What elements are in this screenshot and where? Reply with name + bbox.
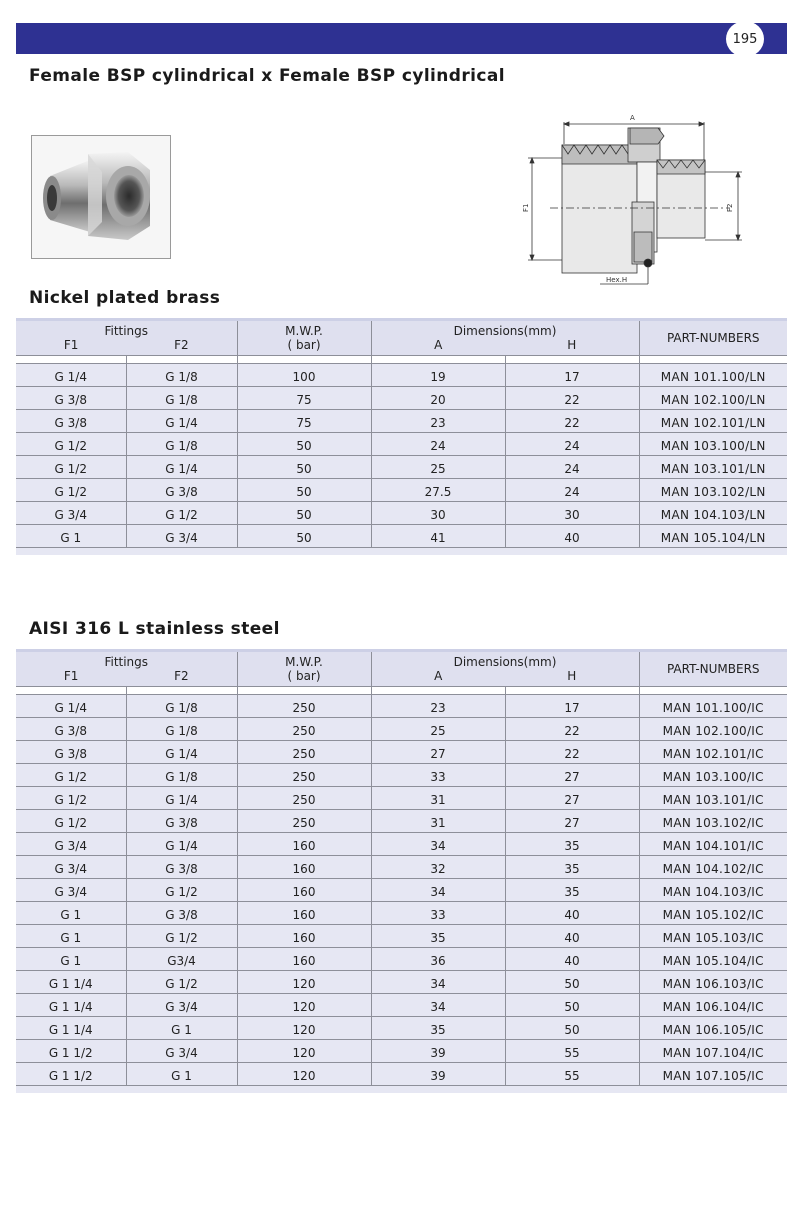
- header-h: H: [567, 338, 577, 352]
- cell-mwp: 250: [237, 810, 371, 833]
- cell-f2: G 1/4: [126, 787, 237, 810]
- header-f1: F1: [63, 669, 79, 683]
- cell-part-number: MAN 101.100/LN: [639, 364, 787, 387]
- cell-h: 24: [505, 456, 639, 479]
- stainless-table: [16, 649, 787, 1093]
- cell-mwp: 160: [237, 879, 371, 902]
- cell-f1: G 1/2: [16, 764, 126, 787]
- cell-f1: G 1/4: [16, 364, 126, 387]
- cell-part-number: MAN 103.101/IC: [639, 787, 787, 810]
- table-row: [16, 994, 787, 1017]
- cell-f2: G 3/8: [126, 810, 237, 833]
- header-h: H: [567, 669, 577, 683]
- cell-f2: G 3/8: [126, 479, 237, 502]
- table-footer: [16, 1086, 787, 1093]
- table-row: [16, 1040, 787, 1063]
- cell-h: 17: [505, 695, 639, 718]
- table-row: [16, 695, 787, 718]
- table-header: [16, 651, 787, 687]
- table-header: [16, 320, 787, 356]
- section-title-stainless: AISI 316 L stainless steel: [29, 619, 280, 639]
- cell-f1: G 3/8: [16, 741, 126, 764]
- table-row: [16, 410, 787, 433]
- cell-part-number: MAN 102.100/IC: [639, 718, 787, 741]
- cell-part-number: MAN 106.104/IC: [639, 994, 787, 1017]
- table-row: [16, 479, 787, 502]
- header-part-numbers: PART-NUMBERS: [639, 651, 787, 687]
- cell-part-number: MAN 104.103/IC: [639, 879, 787, 902]
- cell-f2: G3/4: [126, 948, 237, 971]
- cell-f2: G 3/4: [126, 1040, 237, 1063]
- cell-f1: G 1: [16, 902, 126, 925]
- cell-mwp: 50: [237, 502, 371, 525]
- header-mwp: M.W.P. ( bar): [237, 651, 371, 687]
- cell-part-number: MAN 105.104/IC: [639, 948, 787, 971]
- cell-f2: G 3/4: [126, 525, 237, 548]
- cell-mwp: 75: [237, 387, 371, 410]
- cell-h: 40: [505, 902, 639, 925]
- cell-part-number: MAN 105.103/IC: [639, 925, 787, 948]
- cell-part-number: MAN 103.100/LN: [639, 433, 787, 456]
- cell-f1: G 3/4: [16, 856, 126, 879]
- cell-part-number: MAN 104.102/IC: [639, 856, 787, 879]
- cell-a: 27: [371, 741, 505, 764]
- cell-f1: G 1 1/4: [16, 971, 126, 994]
- table-footer: [16, 548, 787, 555]
- table-row: [16, 856, 787, 879]
- cell-h: 17: [505, 364, 639, 387]
- technical-drawing: [520, 112, 752, 290]
- table-row: [16, 833, 787, 856]
- cell-part-number: MAN 102.101/LN: [639, 410, 787, 433]
- cell-f1: G 1 1/4: [16, 1017, 126, 1040]
- cell-a: 34: [371, 994, 505, 1017]
- header-dimensions: Dimensions(mm) A H: [371, 651, 639, 687]
- table-row: [16, 948, 787, 971]
- cell-mwp: 160: [237, 948, 371, 971]
- cell-part-number: MAN 105.104/LN: [639, 525, 787, 548]
- cell-a: 23: [371, 410, 505, 433]
- table-row: [16, 925, 787, 948]
- cell-f1: G 1/2: [16, 479, 126, 502]
- cell-a: 36: [371, 948, 505, 971]
- cell-f1: G 3/8: [16, 718, 126, 741]
- cell-a: 19: [371, 364, 505, 387]
- table-row: [16, 764, 787, 787]
- cell-h: 27: [505, 810, 639, 833]
- cell-a: 34: [371, 833, 505, 856]
- cell-a: 33: [371, 902, 505, 925]
- cell-f2: G 1: [126, 1017, 237, 1040]
- cell-part-number: MAN 101.100/IC: [639, 695, 787, 718]
- table-row: [16, 810, 787, 833]
- cell-f2: G 1/4: [126, 833, 237, 856]
- cell-part-number: MAN 103.101/LN: [639, 456, 787, 479]
- cell-a: 39: [371, 1063, 505, 1086]
- cell-f2: G 1/8: [126, 764, 237, 787]
- cell-f1: G 1/2: [16, 433, 126, 456]
- table-row: [16, 387, 787, 410]
- cell-a: 31: [371, 787, 505, 810]
- header-f2: F2: [174, 669, 189, 683]
- cell-h: 50: [505, 971, 639, 994]
- cell-mwp: 100: [237, 364, 371, 387]
- cell-mwp: 160: [237, 833, 371, 856]
- cell-part-number: MAN 105.102/IC: [639, 902, 787, 925]
- cell-part-number: MAN 103.100/IC: [639, 764, 787, 787]
- cell-a: 31: [371, 810, 505, 833]
- header-bar: [16, 23, 787, 54]
- table-row: [16, 1017, 787, 1040]
- section-title-nickel: Nickel plated brass: [29, 288, 221, 308]
- header-fittings: Fittings F1 F2: [16, 320, 237, 356]
- cell-a: 30: [371, 502, 505, 525]
- cell-h: 22: [505, 387, 639, 410]
- cell-f2: G 1/8: [126, 364, 237, 387]
- cell-f1: G 3/4: [16, 879, 126, 902]
- cell-h: 24: [505, 433, 639, 456]
- table-row: [16, 433, 787, 456]
- cell-h: 30: [505, 502, 639, 525]
- cell-a: 27.5: [371, 479, 505, 502]
- cell-f1: G 1: [16, 948, 126, 971]
- cell-mwp: 50: [237, 525, 371, 548]
- cell-h: 40: [505, 925, 639, 948]
- cell-f2: G 1/8: [126, 718, 237, 741]
- cell-f2: G 1/2: [126, 502, 237, 525]
- cell-f2: G 1: [126, 1063, 237, 1086]
- cell-h: 27: [505, 787, 639, 810]
- cell-h: 55: [505, 1063, 639, 1086]
- cell-a: 41: [371, 525, 505, 548]
- cell-mwp: 160: [237, 856, 371, 879]
- cell-h: 22: [505, 410, 639, 433]
- dimension-a-label: A: [630, 114, 635, 122]
- cell-h: 35: [505, 856, 639, 879]
- cell-h: 50: [505, 994, 639, 1017]
- cell-a: 25: [371, 718, 505, 741]
- cell-a: 24: [371, 433, 505, 456]
- table-row: [16, 971, 787, 994]
- cell-f2: G 1/4: [126, 741, 237, 764]
- nickel-table: [16, 318, 787, 555]
- cell-a: 34: [371, 879, 505, 902]
- cell-part-number: MAN 103.102/IC: [639, 810, 787, 833]
- cell-f1: G 1/2: [16, 810, 126, 833]
- cell-a: 39: [371, 1040, 505, 1063]
- hex-label: Hex.H: [606, 276, 628, 284]
- cell-mwp: 75: [237, 410, 371, 433]
- cell-part-number: MAN 107.104/IC: [639, 1040, 787, 1063]
- table-row: [16, 741, 787, 764]
- cell-mwp: 50: [237, 456, 371, 479]
- cell-a: 25: [371, 456, 505, 479]
- cell-a: 23: [371, 695, 505, 718]
- cell-mwp: 50: [237, 479, 371, 502]
- cell-mwp: 120: [237, 994, 371, 1017]
- cell-mwp: 250: [237, 787, 371, 810]
- header-part-numbers: PART-NUMBERS: [639, 320, 787, 356]
- cell-part-number: MAN 103.102/LN: [639, 479, 787, 502]
- cell-a: 34: [371, 971, 505, 994]
- cell-f2: G 1/2: [126, 971, 237, 994]
- table-row: [16, 787, 787, 810]
- cell-mwp: 160: [237, 925, 371, 948]
- cell-part-number: MAN 107.105/IC: [639, 1063, 787, 1086]
- header-fittings: Fittings F1 F2: [16, 651, 237, 687]
- table-row: [16, 1063, 787, 1086]
- cell-h: 50: [505, 1017, 639, 1040]
- header-f2: F2: [174, 338, 189, 352]
- cell-f1: G 3/4: [16, 502, 126, 525]
- cell-f2: G 1/2: [126, 879, 237, 902]
- cell-a: 33: [371, 764, 505, 787]
- cell-a: 20: [371, 387, 505, 410]
- cell-f1: G 1 1/2: [16, 1063, 126, 1086]
- cell-a: 32: [371, 856, 505, 879]
- table-row: [16, 718, 787, 741]
- page-number: 195: [726, 21, 764, 57]
- cell-f1: G 1: [16, 925, 126, 948]
- cell-part-number: MAN 102.100/LN: [639, 387, 787, 410]
- cell-mwp: 160: [237, 902, 371, 925]
- cell-mwp: 250: [237, 695, 371, 718]
- cell-f1: G 1/2: [16, 456, 126, 479]
- dimension-f2-label: F2: [726, 203, 734, 212]
- cell-mwp: 120: [237, 1017, 371, 1040]
- cell-part-number: MAN 104.101/IC: [639, 833, 787, 856]
- cell-mwp: 120: [237, 1063, 371, 1086]
- table-row: [16, 456, 787, 479]
- product-photo: [31, 135, 171, 259]
- table-row: [16, 525, 787, 548]
- cell-mwp: 120: [237, 1040, 371, 1063]
- header-mwp: M.W.P. ( bar): [237, 320, 371, 356]
- table-row: [16, 502, 787, 525]
- cell-h: 35: [505, 833, 639, 856]
- cell-f2: G 1/4: [126, 456, 237, 479]
- cell-f1: G 3/8: [16, 387, 126, 410]
- cell-f2: G 3/8: [126, 856, 237, 879]
- cell-part-number: MAN 102.101/IC: [639, 741, 787, 764]
- cell-f2: G 1/4: [126, 410, 237, 433]
- cell-h: 27: [505, 764, 639, 787]
- page-title: Female BSP cylindrical x Female BSP cylindrical: [29, 66, 505, 86]
- table-row: [16, 879, 787, 902]
- cell-f2: G 1/8: [126, 433, 237, 456]
- cell-mwp: 120: [237, 971, 371, 994]
- cell-a: 35: [371, 925, 505, 948]
- cell-mwp: 250: [237, 718, 371, 741]
- cell-h: 55: [505, 1040, 639, 1063]
- cell-f2: G 3/8: [126, 902, 237, 925]
- cell-mwp: 250: [237, 764, 371, 787]
- dimension-f1-label: F1: [522, 203, 530, 212]
- cell-f1: G 1 1/4: [16, 994, 126, 1017]
- cell-f1: G 1: [16, 525, 126, 548]
- cell-f1: G 3/4: [16, 833, 126, 856]
- header-a: A: [434, 338, 443, 352]
- cell-h: 35: [505, 879, 639, 902]
- cell-h: 40: [505, 948, 639, 971]
- cell-mwp: 50: [237, 433, 371, 456]
- cell-f2: G 1/8: [126, 695, 237, 718]
- cell-part-number: MAN 106.103/IC: [639, 971, 787, 994]
- header-a: A: [434, 669, 443, 683]
- cell-f1: G 1 1/2: [16, 1040, 126, 1063]
- cell-f1: G 1/4: [16, 695, 126, 718]
- cell-h: 22: [505, 741, 639, 764]
- cell-part-number: MAN 104.103/LN: [639, 502, 787, 525]
- cell-f1: G 1/2: [16, 787, 126, 810]
- table-row: [16, 902, 787, 925]
- cell-h: 40: [505, 525, 639, 548]
- cell-h: 22: [505, 718, 639, 741]
- header-dimensions: Dimensions(mm) A H: [371, 320, 639, 356]
- header-f1: F1: [63, 338, 79, 352]
- cell-f2: G 1/8: [126, 387, 237, 410]
- cell-h: 24: [505, 479, 639, 502]
- cell-f1: G 3/8: [16, 410, 126, 433]
- cell-f2: G 3/4: [126, 994, 237, 1017]
- table-row: [16, 364, 787, 387]
- cell-mwp: 250: [237, 741, 371, 764]
- cell-a: 35: [371, 1017, 505, 1040]
- cell-f2: G 1/2: [126, 925, 237, 948]
- cell-part-number: MAN 106.105/IC: [639, 1017, 787, 1040]
